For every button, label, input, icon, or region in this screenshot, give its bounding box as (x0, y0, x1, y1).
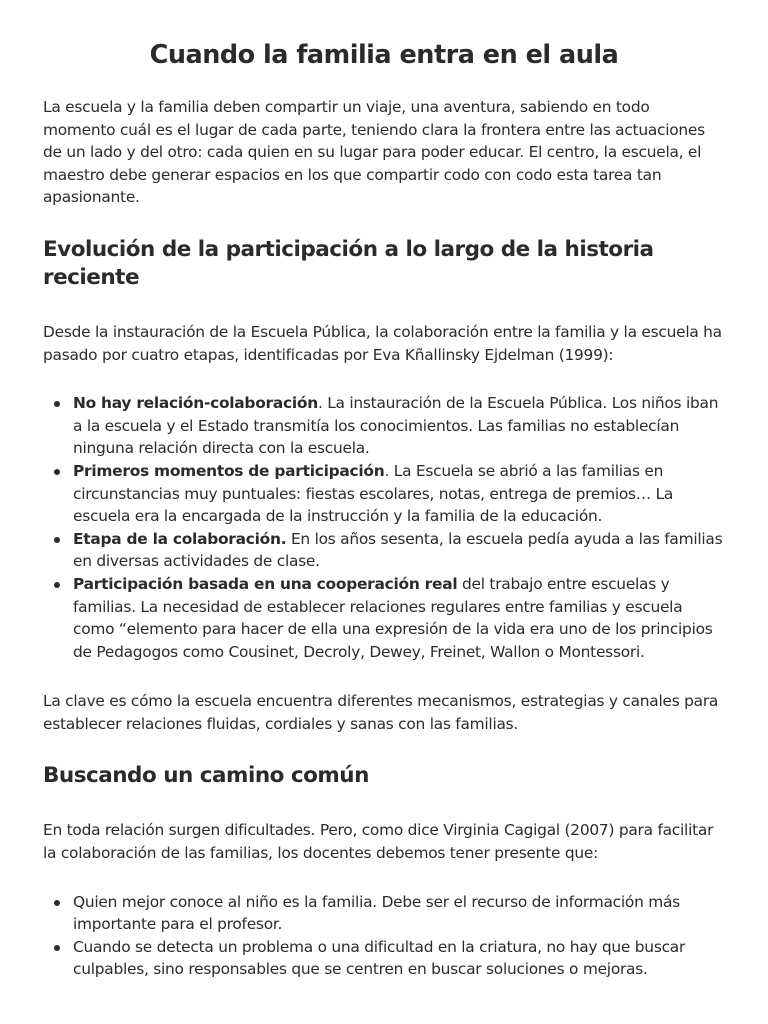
section-heading-camino: Buscando un camino común (43, 763, 369, 789)
list-item-bold: Participación basada en una cooperación real (73, 574, 458, 593)
list-item-bold: Etapa de la colaboración. (73, 529, 287, 548)
list-item: Cuando se detecta un problema o una dificultad en la criatura, no hay que buscar culpables, sino responsables que se centren en buscar soluciones o mejoras. (73, 936, 725, 981)
list-item-text: En los años sesenta, la escuela pedía ayuda a las familias en diversas actividades de clase. (73, 529, 723, 571)
list-item: Quien mejor conoce al niño es la familia. Debe ser el recurso de información más importante para el profesor. (73, 891, 725, 936)
intro-paragraph: La escuela y la familia deben compartir un viaje, una aventura, sabiendo en todo momento cuál es el lugar de cada parte, teniendo clara la frontera entre las actuaciones de un lado y del otro: cada quien en su lugar para poder educar. El centro, la escuela, el maestro debe generar espacios en los que compartir codo con codo esta tarea tan apasionante. (43, 98, 705, 207)
list-item (73, 460, 725, 528)
stages-list (43, 392, 725, 663)
list-item-text: . La Escuela se abrió a las familias en circunstancias muy puntuales: fiestas escolares, notas, entrega de premios… La escuela era la encargada de la instrucción y la familia de la educación. (73, 461, 674, 526)
list-item-text: . La instauración de la Escuela Pública. Los niños iban a la escuela y el Estado transmitía los conocimientos. Las familias no establecían ninguna relación directa con la escuela. (73, 394, 719, 458)
closing-paragraph: La clave es cómo la escuela encuentra diferentes mecanismos, estrategias y canales para establecer relaciones fluidas, cordiales y sanas con las familias. (43, 692, 719, 733)
list-item (73, 528, 725, 573)
list-item-bold: No hay relación-colaboración (73, 394, 318, 413)
list-item-bold: Primeros momentos de participación (73, 461, 385, 480)
section-lead-paragraph: Desde la instauración de la Escuela Pública, la colaboración entre la familia y la escuela ha pasado por cuatro etapas, identificadas por Eva Kñallinsky Ejdelman (1999): (43, 322, 722, 364)
list-item (73, 573, 725, 663)
list-item (73, 392, 725, 460)
list-item-text: del trabajo entre escuelas y familias. La necesidad de establecer relaciones regulares entre familias y escuela como “elemento para hacer de ella una expresión de la vida era uno de los principios de Pedagogos como Cousinet, Decroly, Dewey, Freinet, Wallon o Montessori. (73, 574, 713, 661)
guidelines-list (43, 891, 725, 981)
section-lead-paragraph: En toda relación surgen dificultades. Pero, como dice Virginia Cagigal (2007) para facilitar la colaboración de las familias, los docentes debemos tener presente que: (43, 821, 714, 863)
page-title: Cuando la familia entra en el aula (149, 40, 619, 70)
section-heading-evolucion: Evolución de la participación a lo largo de la historia reciente (43, 236, 654, 290)
